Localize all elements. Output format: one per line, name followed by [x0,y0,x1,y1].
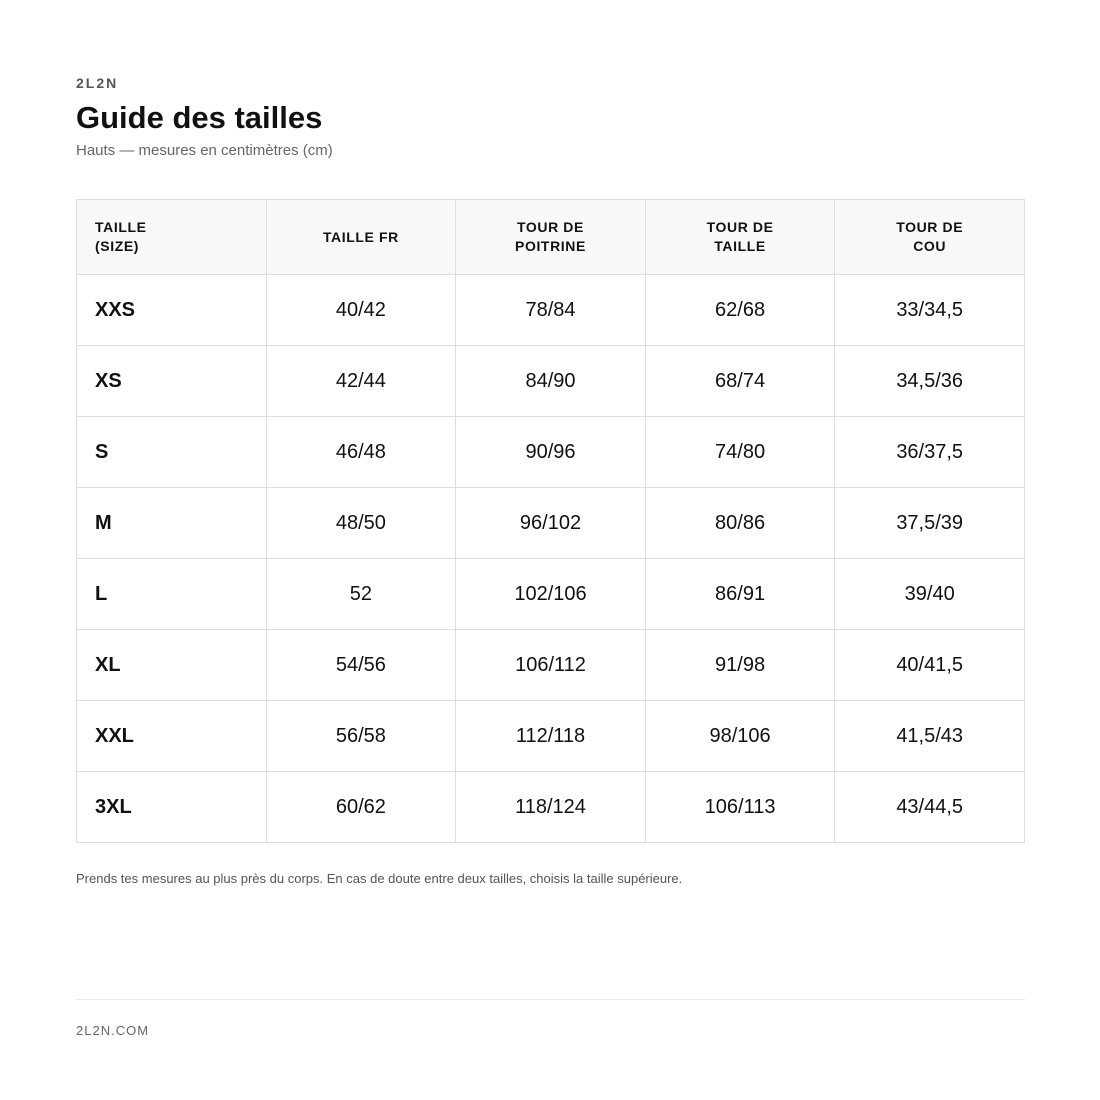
column-header-line: TOUR DE [517,219,584,235]
measurement-note: Prends tes mesures au plus près du corps. En cas de doute entre deux tailles, choisis la taille supérieure. [76,871,683,886]
column-header-neck [835,200,1025,275]
footer-website: 2L2N.COM [76,1023,150,1038]
size-label-cell: XL [77,630,267,701]
header-row [77,200,1025,275]
measurement-cell: 62/68 [645,275,835,346]
size-chart-table [76,199,1025,843]
table-row [77,488,1025,559]
column-header-line: TAILLE [95,219,147,235]
column-header-fr-size [266,200,456,275]
measurement-cell: 74/80 [645,417,835,488]
measurement-cell: 37,5/39 [835,488,1025,559]
column-header-size [77,200,267,275]
measurement-cell: 102/106 [456,559,646,630]
column-header-line: TOUR DE [706,219,774,235]
table-row [77,772,1025,843]
column-header-line: POITRINE [515,238,586,254]
size-label-cell: S [77,417,267,488]
measurement-cell: 52 [266,559,456,630]
measurement-cell: 34,5/36 [835,346,1025,417]
measurement-cell: 39/40 [835,559,1025,630]
measurement-cell: 84/90 [456,346,646,417]
size-label-cell: M [77,488,267,559]
measurement-cell: 48/50 [266,488,456,559]
size-label-cell: XXS [77,275,267,346]
page-subtitle: Hauts — mesures en centimètres (cm) [76,142,333,159]
footer-divider [76,999,1025,1000]
size-label-cell: L [77,559,267,630]
brand-name: 2L2N [76,75,119,91]
measurement-cell: 33/34,5 [835,275,1025,346]
table-row [77,417,1025,488]
measurement-cell: 96/102 [456,488,646,559]
column-header-line: TAILLE [714,238,766,254]
column-header-line: TOUR DE [896,219,964,235]
column-header-waist [645,200,835,275]
measurement-cell: 91/98 [645,630,835,701]
table-body [77,275,1025,843]
size-label-cell: XXL [77,701,267,772]
measurement-cell: 86/91 [645,559,835,630]
measurement-cell: 106/112 [456,630,646,701]
measurement-cell: 36/37,5 [835,417,1025,488]
measurement-cell: 68/74 [645,346,835,417]
table-row [77,275,1025,346]
measurement-cell: 46/48 [266,417,456,488]
measurement-cell: 80/86 [645,488,835,559]
measurement-cell: 42/44 [266,346,456,417]
measurement-cell: 112/118 [456,701,646,772]
measurement-cell: 60/62 [266,772,456,843]
measurement-cell: 106/113 [645,772,835,843]
page-title: Guide des tailles [76,100,323,135]
column-header-line: TAILLE FR [322,228,399,245]
measurement-cell: 78/84 [456,275,646,346]
measurement-cell: 98/106 [645,701,835,772]
measurement-cell: 43/44,5 [835,772,1025,843]
measurement-cell: 40/41,5 [835,630,1025,701]
column-header-line: COU [913,238,947,254]
table-row [77,559,1025,630]
measurement-cell: 118/124 [456,772,646,843]
column-header-chest [456,200,646,275]
table-row [77,630,1025,701]
column-header-line: (SIZE) [95,238,140,254]
table-row [77,346,1025,417]
table-header [77,200,1025,275]
size-label-cell: XS [77,346,267,417]
measurement-cell: 41,5/43 [835,701,1025,772]
table-row [77,701,1025,772]
measurement-cell: 90/96 [456,417,646,488]
measurement-cell: 56/58 [266,701,456,772]
size-label-cell: 3XL [77,772,267,843]
measurement-cell: 40/42 [266,275,456,346]
measurement-cell: 54/56 [266,630,456,701]
